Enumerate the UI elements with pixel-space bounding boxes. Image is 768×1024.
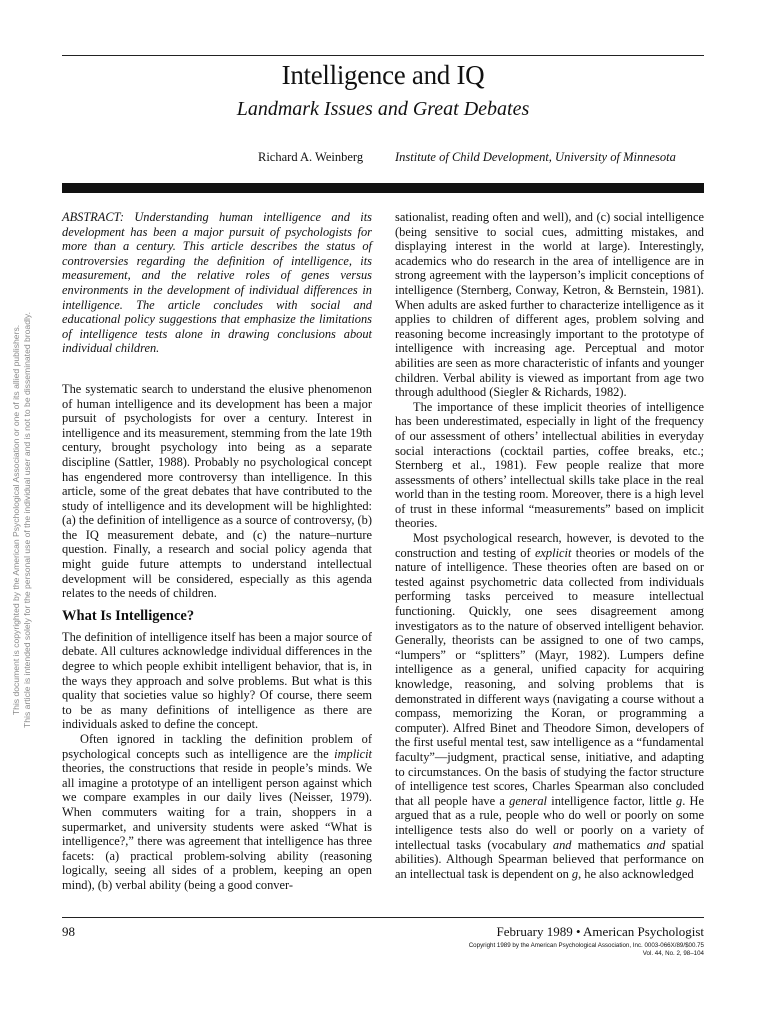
emphasis-implicit: implicit: [334, 746, 372, 761]
text-run: mathematics: [571, 837, 647, 852]
importance-paragraph: The importance of these implicit theories of intelligence has been underestimated, especially in light of the frequency of our assessment of others’ intellectual abilities in everyday social interactions (cocktail parties, coffee breaks, etc.; Sternberg et al., 1981). Few people realize that more assessments of others’ intellectual skills take place in the real world than in the testing room. Moreover, there is a high level of trust in these informal “measurements” based on implicit theories.: [395, 399, 704, 531]
intro-paragraph: The systematic search to understand the elusive phenomenon of human intelligence and its development has been a major pursuit of psychologists for over a century. Interest in intelligence and its measurement, stemming from the late 19th century, brought psychology into being as a separate discipline (Sattler, 1988). Probably no psychological concept has engendered more controversy than intelligence. In this article, some of the great debates that have contributed to the study of intelligence and its development will be highlighted: (a) the definition of intelligence as a source of controversy, (b) the IQ measurement debate, and (c) the nature–nurture question. Finally, a research and social policy agenda that might guide future attempts to understand intellectual development will be considered, especially as this agenda relates to the needs of children.: [62, 381, 372, 601]
page-number: 98: [62, 924, 75, 939]
copyright-line: Copyright 1989 by the American Psychological Association, Inc. 0003-066X/89/$00.75: [468, 942, 704, 949]
text-run: intelligence factor, little: [547, 793, 676, 808]
text-run: theories or models of the nature of intelligence. These theories often are based on or tested against psychometric data collected from individuals performing tasks perceived to measure intellectual functioning. Quickly, one sees disagreement among investigators as to the nature of observed intelligent behavior. Generally, theorists can be assigned to one of two camps, “lumpers” or “splitters” (Mayr, 1982). Lumpers define intelligence as a general, unified capacity for acquiring knowledge, reasoning, and solving problems that is demonstrated in different ways (navigating a course without a compass, memorizing the Koran, or programming a computer). Alfred Binet and Theodore Simon, developers of the first useful mental test, saw intelligence as a “fundamental faculty”—judgment, practical sense, initiative, and adapting to circumstances. On the basis of studying the factor structure of intelligence test scores, Charles Spearman also concluded that all people have a: [395, 545, 704, 808]
side-notice-line-1: This document is copyrighted by the American Psychological Association or one of its allied publishers.: [11, 324, 21, 716]
definition-paragraph: The definition of intelligence itself has been a major source of debate. All cultures acknowledge individual differences in the degree to which people exhibit intelligent behavior, that is, in the ways they approach and solve problems. But what is this quality that societies value so highly? Of course, there seem to be as many definitions of intelligence as there are individuals asked to define the concept.: [62, 629, 372, 732]
emphasis-and: and: [646, 837, 666, 852]
volume-info: Vol. 44, No. 2, 98–104: [642, 950, 704, 957]
top-rule: [62, 55, 704, 56]
explicit-theories-paragraph: [395, 531, 704, 881]
footer-rule: [62, 917, 704, 918]
text-run: . He argued that as a rule, people who do well or poorly on some intelligence tests also do well or poorly on a variety of intellectual tasks (vocabulary: [395, 793, 704, 852]
implicit-theories-paragraph: [62, 732, 372, 893]
abstract: ABSTRACT: Understanding human intelligence and its development has been a major pursuit of psychologists for more than a century. This article describes the status of controversies regarding the definition of intelligence, its measurement, and the relative roles of genes versus environments in the development of individual differences in intelligence. The article concludes with social and educational policy suggestions that emphasize the limitations of intelligence tests alone in drawing conclusions about individual children.: [62, 210, 372, 356]
text-run: spatial abilities). Although Spearman believed that performance on an intellectual task is dependent on: [395, 837, 704, 881]
text-run: Most psychological research, however, is devoted to the construction and testing of: [395, 531, 704, 560]
emphasis-general: general: [509, 793, 547, 808]
author-affiliation: Institute of Child Development, University of Minnesota: [395, 150, 676, 164]
journal-info: February 1989 • American Psychologist: [496, 924, 704, 939]
text-run: , he also acknowledged: [578, 866, 694, 881]
section-heading: What Is Intelligence?: [62, 607, 195, 624]
left-column: [62, 210, 372, 893]
text-run: Often ignored in tackling the definition problem of psychological concepts such as intelligence are the: [62, 732, 372, 761]
side-notice-line-2: This article is intended solely for the personal use of the individual user and is not to be disseminated broadly.: [22, 312, 32, 728]
continued-paragraph: sationalist, reading often and well), and (c) social intelligence (being sensitive to social cues, admitting mistakes, and displaying interest in the world at large). Interestingly, academics who do research in the area of intelligence are in strong agreement with the layperson’s implicit conceptions of intelligence (Sternberg, Conway, Ketron, & Bernstein, 1981). When adults are asked further to characterize intelligence as it applies to children of different ages, problem solving and reasoning become increasingly important to the prototype of intelligence with increasing age. Perceptual and motor abilities are seen as more characteristic of infants and younger children. Verbal ability is viewed as important from age two through adulthood (Siegler & Richards, 1982).: [395, 210, 704, 400]
emphasis-and: and: [552, 837, 572, 852]
header-divider-bar: [62, 183, 704, 193]
article-subtitle: Landmark Issues and Great Debates: [236, 98, 530, 120]
article-title: Intelligence and IQ: [281, 60, 485, 90]
author-name: Richard A. Weinberg: [258, 150, 364, 164]
right-column: [395, 210, 704, 881]
text-run: theories, the constructions that reside in people’s minds. We all imagine a prototype of an intelligent person against which we compare examples in our daily lives (Neisser, 1979). When commuters waiting for a train, shoppers in a supermarket, and university students were asked “What is intelligence?,” there was agreement that intelligence has three facets: (a) practical problem-solving ability (reasoning logically, seeing all sides of a problem, keeping an open mind), (b) verbal ability (being a good conver-: [62, 761, 372, 892]
emphasis-g: g: [676, 793, 683, 808]
emphasis-explicit: explicit: [534, 545, 572, 560]
copyright-side-notice: [2, 290, 42, 750]
emphasis-g: g: [571, 866, 579, 881]
